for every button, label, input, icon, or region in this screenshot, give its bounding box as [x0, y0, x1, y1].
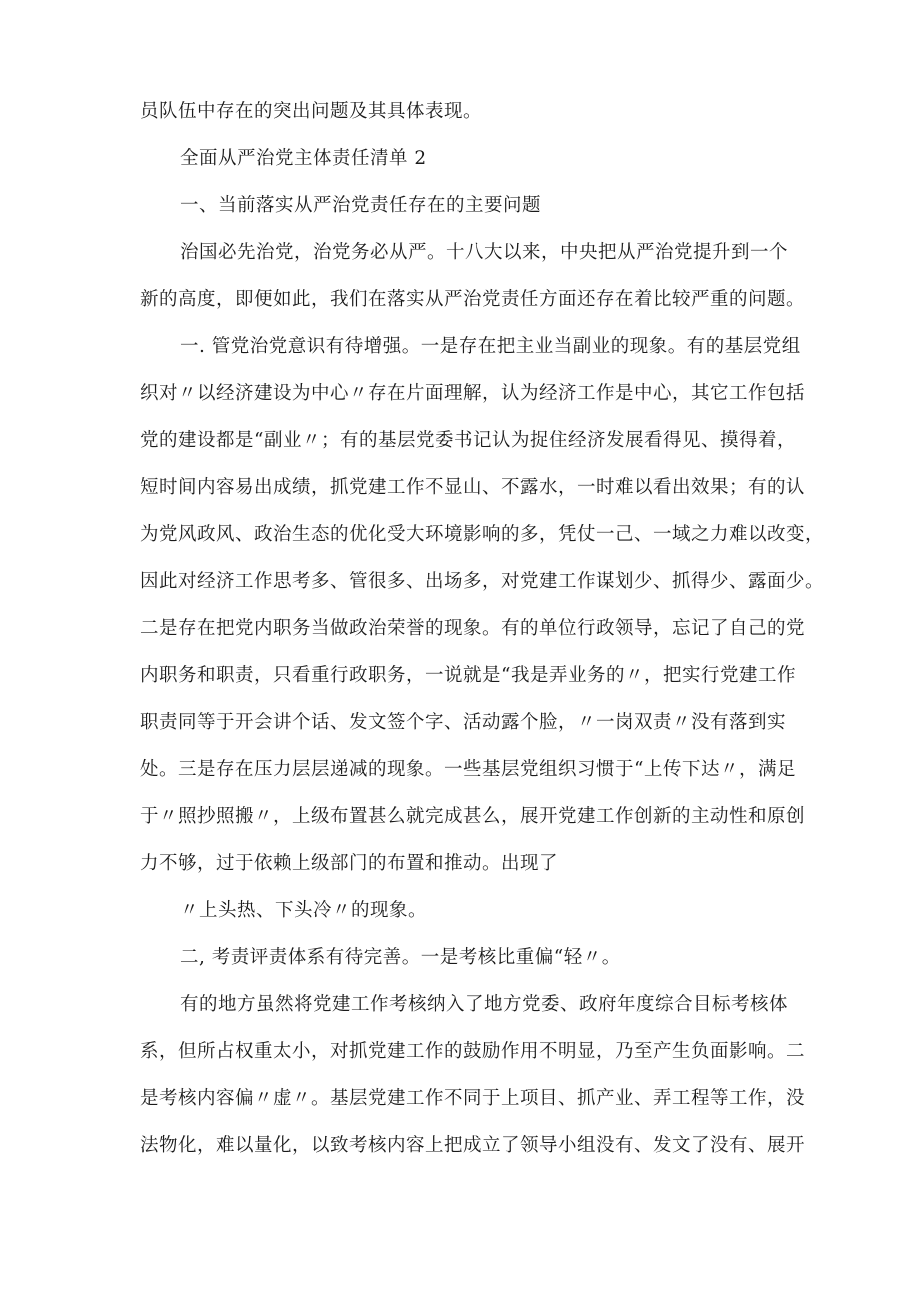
text-line-6: 一. 管党治党意识有待增强。一是存在把主业当副业的现象。有的基层党组 — [180, 336, 801, 357]
text-line-8: 党的建设都是“副业〃；有的基层党委书记认为捉住经济发展看得见、摸得着， — [140, 430, 796, 451]
section-title: 全面从严治党主体责任清单 2 — [180, 148, 427, 169]
text-line-13: 内职务和职责，只看重行政职务，一说就是“我是弄业务的〃，把实行党建工作 — [140, 665, 796, 686]
text-line-17: 力不够，过于依赖上级部门的布置和推动。出现了 — [140, 853, 559, 874]
section-heading-1: 一、当前落实从严治党责任存在的主要问题 — [180, 195, 542, 216]
text-line-7: 织对〃以经济建设为中心〃存在片面理解，认为经济工作是中心，其它工作包括 — [140, 383, 806, 404]
text-line-5: 新的高度，即便如此，我们在落实从严治党责任方面还存在着比较严重的问题。 — [140, 289, 806, 310]
text-line-1: 员队伍中存在的突出问题及其具体表现。 — [140, 101, 483, 122]
text-line-12: 二是存在把党内职务当做政治荣誉的现象。有的单位行政领导，忘记了自己的党 — [140, 618, 806, 639]
text-line-9: 短时间内容易出成绩，抓党建工作不显山、不露水，一时难以看出效果；有的认 — [140, 477, 806, 498]
text-line-14: 职责同等于开会讲个话、发文签个字、活动露个脸，〃一岗双责〃没有落到实 — [140, 712, 787, 733]
text-line-20: 有的地方虽然将党建工作考核纳入了地方党委、政府年度综合目标考核体 — [180, 994, 789, 1015]
text-line-18: 〃上头热、下头冷〃的现象。 — [180, 900, 428, 921]
text-line-19: 二, 考责评责体系有待完善。一是考核比重偏“轻〃。 — [180, 947, 621, 968]
text-line-15: 处。三是存在压力层层递减的现象。一些基层党组织习惯于“上传下达〃，满足 — [140, 759, 796, 780]
text-line-23: 法物化，难以量化，以致考核内容上把成立了领导小组没有、发文了没有、展开 — [140, 1135, 806, 1156]
text-line-22: 是考核内容偏〃虚〃。基层党建工作不同于上项目、抓产业、弄工程等工作，没 — [140, 1088, 806, 1109]
text-line-21: 系，但所占权重太小，对抓党建工作的鼓励作用不明显，乃至产生负面影响。二 — [140, 1041, 806, 1062]
text-line-4: 治国必先治党，治党务必从严。十八大以来，中央把从严治党提升到一个 — [180, 242, 789, 263]
text-line-11: 因此对经济工作思考多、管很多、出场多，对党建工作谋划少、抓得少、露面少。 — [140, 571, 825, 592]
text-line-10: 为党风政风、政治生态的优化受大环境影响的多，凭仗一己、一域之力难以改变， — [140, 524, 825, 545]
text-line-16: 于〃照抄照搬〃，上级布置甚么就完成甚么，展开党建工作创新的主动性和原创 — [140, 806, 806, 827]
